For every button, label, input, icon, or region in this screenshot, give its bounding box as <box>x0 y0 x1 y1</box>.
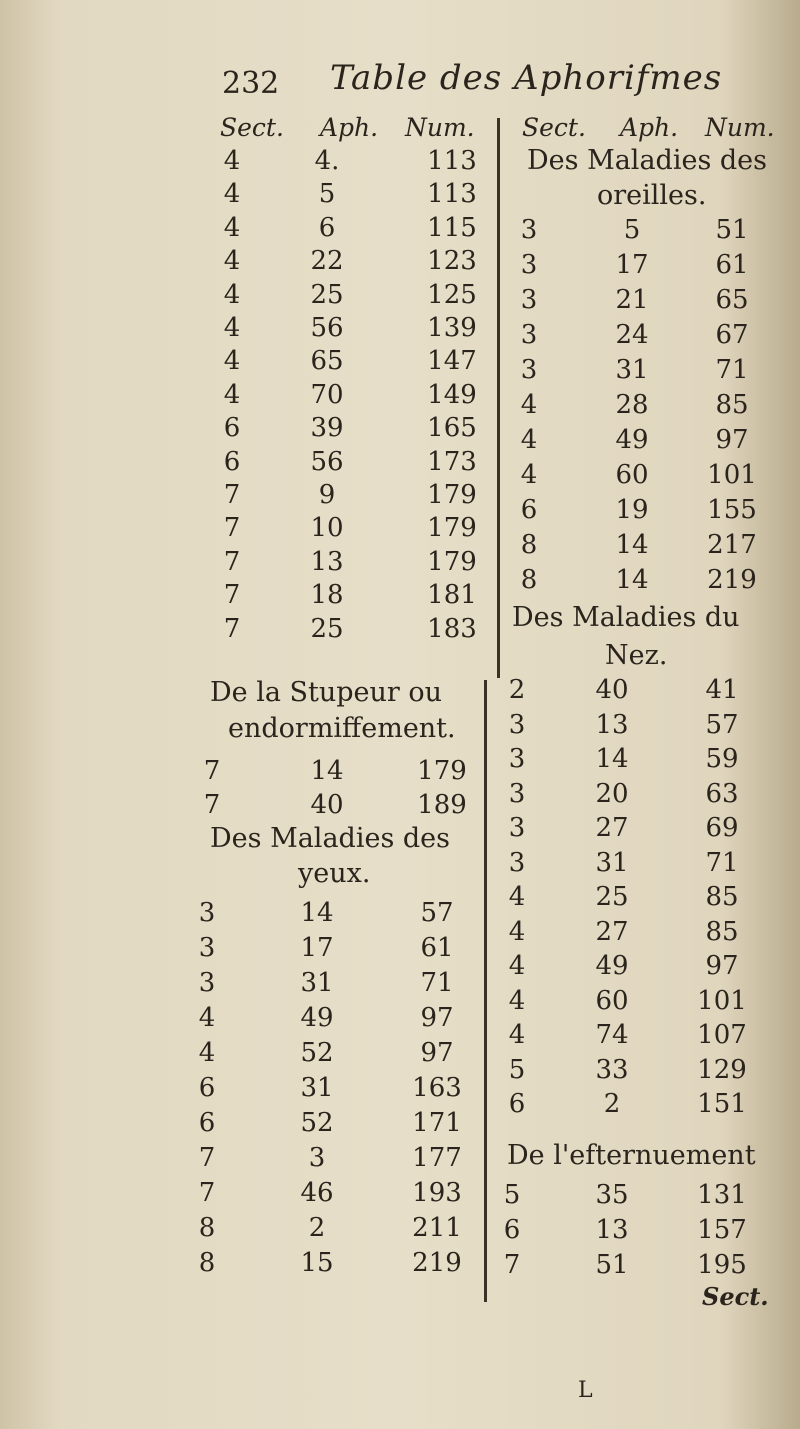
cell-num: 163 <box>412 1073 462 1103</box>
cell-sect: 7 <box>203 790 221 820</box>
cell-num: 219 <box>412 1248 462 1278</box>
cell-sect: 6 <box>223 413 241 444</box>
cell-aph: 40 <box>595 675 629 705</box>
cell-aph: 13 <box>595 709 629 740</box>
cell-num: 125 <box>427 279 477 310</box>
section-heading-stupeur-line2: endormiffement. <box>228 713 456 744</box>
cell-num: 67 <box>715 320 749 350</box>
cell-sect: 4 <box>520 390 538 420</box>
section-heading-nez: Des Maladies du <box>512 602 740 633</box>
cell-num: 129 <box>697 1054 747 1085</box>
cell-num: 107 <box>697 1020 747 1050</box>
cell-num: 97 <box>420 1038 454 1068</box>
cell-num: 173 <box>427 446 477 477</box>
left-header-sect: Sect. <box>220 113 284 142</box>
cell-aph: 10 <box>310 513 344 544</box>
cell-sect: 7 <box>223 580 241 611</box>
cell-sect: 3 <box>198 968 216 998</box>
cell-num: 131 <box>697 1180 747 1210</box>
cell-aph: 31 <box>595 847 629 878</box>
cell-sect: 3 <box>520 215 538 245</box>
cell-aph: 13 <box>310 546 344 577</box>
cell-sect: 5 <box>503 1180 521 1210</box>
cell-sect: 4 <box>223 179 241 210</box>
section-heading-stupeur: De la Stupeur ou <box>210 677 443 708</box>
cell-num: 179 <box>417 756 467 786</box>
cell-num: 149 <box>427 379 477 410</box>
cell-num: 97 <box>715 425 749 455</box>
cell-aph: 14 <box>615 530 649 560</box>
cell-sect: 7 <box>223 513 241 544</box>
cell-num: 101 <box>707 460 757 490</box>
cell-num: 85 <box>705 882 739 912</box>
section-heading-yeux: Des Maladies des <box>210 823 450 854</box>
cell-sect: 3 <box>520 250 538 280</box>
cell-sect: 4 <box>223 346 241 377</box>
cell-aph: 74 <box>595 1020 629 1050</box>
cell-sect: 4 <box>223 246 241 277</box>
cell-sect: 4 <box>508 882 526 912</box>
page-number: 232 <box>222 66 280 101</box>
cell-aph: 27 <box>595 916 629 947</box>
cell-sect: 4 <box>520 460 538 490</box>
cell-sect: 5 <box>508 1054 526 1085</box>
cell-num: 179 <box>427 480 477 510</box>
cell-num: 71 <box>715 355 749 385</box>
cell-num: 113 <box>427 179 477 210</box>
cell-aph: 40 <box>310 790 344 820</box>
cell-aph: 17 <box>615 250 649 280</box>
cell-num: 69 <box>705 813 739 843</box>
cell-num: 57 <box>420 898 454 928</box>
cell-num: 219 <box>707 565 757 595</box>
cell-aph: 28 <box>615 390 649 420</box>
cell-sect: 7 <box>223 613 241 644</box>
cell-num: 189 <box>417 790 467 820</box>
cell-num: 59 <box>705 744 739 774</box>
cell-num: 151 <box>697 1089 747 1119</box>
cell-sect: 6 <box>508 1089 526 1119</box>
cell-num: 177 <box>412 1143 462 1173</box>
cell-sect: 4 <box>223 379 241 410</box>
cell-aph: 20 <box>595 778 629 809</box>
cell-num: 183 <box>427 613 477 644</box>
cell-aph: 25 <box>310 613 344 644</box>
cell-aph: 14 <box>615 565 649 595</box>
cell-sect: 7 <box>198 1143 216 1173</box>
cell-sect: 4 <box>223 212 241 243</box>
cell-aph: 25 <box>595 882 629 912</box>
cell-sect: 3 <box>508 709 526 740</box>
left-header-aph: Aph. <box>320 113 379 142</box>
cell-sect: 6 <box>198 1073 216 1103</box>
cell-aph: 14 <box>310 756 344 786</box>
cell-num: 85 <box>705 916 739 947</box>
cell-aph: 4. <box>314 146 340 176</box>
cell-aph: 25 <box>310 279 344 310</box>
cell-sect: 3 <box>508 744 526 774</box>
cell-aph: 60 <box>615 460 649 490</box>
cell-num: 147 <box>427 346 477 377</box>
cell-aph: 17 <box>300 933 334 963</box>
cell-aph: 2 <box>308 1213 326 1243</box>
cell-aph: 31 <box>300 1073 334 1103</box>
cell-num: 97 <box>705 951 739 981</box>
cell-sect: 3 <box>198 898 216 928</box>
left-header-num: Num. <box>405 113 475 142</box>
cell-aph: 49 <box>615 425 649 455</box>
section-heading-oreilles-line2: oreilles. <box>597 180 707 211</box>
cell-aph: 49 <box>300 1003 334 1033</box>
cell-num: 57 <box>705 709 739 740</box>
cell-sect: 4 <box>223 279 241 310</box>
cell-num: 41 <box>705 675 739 705</box>
cell-sect: 7 <box>223 480 241 510</box>
cell-sect: 4 <box>223 146 241 176</box>
cell-aph: 31 <box>300 968 334 998</box>
cell-aph: 13 <box>595 1215 629 1245</box>
cell-num: 85 <box>715 390 749 420</box>
cell-sect: 7 <box>203 756 221 786</box>
catchword: Sect. <box>702 1282 769 1311</box>
cell-num: 139 <box>427 313 477 343</box>
cell-sect: 3 <box>508 813 526 843</box>
cell-sect: 3 <box>508 778 526 809</box>
cell-sect: 8 <box>198 1248 216 1278</box>
cell-num: 157 <box>697 1215 747 1245</box>
page-title: Table des Aphorifmes <box>330 58 723 98</box>
cell-aph: 14 <box>300 898 334 928</box>
cell-aph: 33 <box>595 1054 629 1085</box>
cell-sect: 3 <box>520 355 538 385</box>
cell-num: 101 <box>697 985 747 1016</box>
cell-num: 211 <box>412 1213 462 1243</box>
cell-aph: 35 <box>595 1180 629 1210</box>
cell-aph: 18 <box>310 580 344 611</box>
cell-aph: 70 <box>310 379 344 410</box>
cell-aph: 22 <box>310 246 344 277</box>
cell-aph: 6 <box>318 212 336 243</box>
right-header-num: Num. <box>705 113 775 142</box>
cell-aph: 14 <box>595 744 629 774</box>
cell-num: 61 <box>420 933 454 963</box>
cell-aph: 9 <box>318 480 336 510</box>
cell-aph: 27 <box>595 813 629 843</box>
cell-aph: 2 <box>603 1089 621 1119</box>
cell-num: 179 <box>427 546 477 577</box>
cell-aph: 46 <box>300 1178 334 1208</box>
section-heading-oreilles: Des Maladies des <box>527 145 767 176</box>
cell-num: 195 <box>697 1250 747 1280</box>
section-heading-yeux-line2: yeux. <box>298 858 371 889</box>
cell-aph: 65 <box>310 346 344 377</box>
cell-num: 65 <box>715 285 749 315</box>
cell-aph: 49 <box>595 951 629 981</box>
cell-sect: 6 <box>198 1108 216 1138</box>
cell-sect: 6 <box>503 1215 521 1245</box>
cell-sect: 3 <box>198 933 216 963</box>
cell-sect: 8 <box>198 1213 216 1243</box>
cell-num: 63 <box>705 778 739 809</box>
signature-mark: L <box>578 1378 593 1403</box>
cell-num: 71 <box>705 847 739 878</box>
cell-sect: 6 <box>520 495 538 525</box>
cell-sect: 3 <box>520 285 538 315</box>
cell-aph: 24 <box>615 320 649 350</box>
cell-num: 171 <box>412 1108 462 1138</box>
cell-sect: 7 <box>223 546 241 577</box>
section-heading-nez-line2: Nez. <box>605 640 668 671</box>
cell-sect: 4 <box>223 313 241 343</box>
cell-sect: 4 <box>508 1020 526 1050</box>
cell-sect: 2 <box>508 675 526 705</box>
cell-sect: 4 <box>508 951 526 981</box>
cell-aph: 56 <box>310 313 344 343</box>
cell-aph: 19 <box>615 495 649 525</box>
cell-aph: 5 <box>318 179 336 210</box>
cell-sect: 7 <box>503 1250 521 1280</box>
cell-sect: 3 <box>520 320 538 350</box>
cell-sect: 6 <box>223 446 241 477</box>
cell-aph: 39 <box>310 413 344 444</box>
cell-aph: 56 <box>310 446 344 477</box>
cell-num: 115 <box>427 212 477 243</box>
cell-aph: 5 <box>623 215 641 245</box>
cell-num: 61 <box>715 250 749 280</box>
cell-sect: 3 <box>508 847 526 878</box>
cell-sect: 4 <box>198 1003 216 1033</box>
cell-sect: 7 <box>198 1178 216 1208</box>
cell-aph: 3 <box>308 1143 326 1173</box>
cell-aph: 60 <box>595 985 629 1016</box>
cell-sect: 4 <box>198 1038 216 1068</box>
cell-num: 181 <box>427 580 477 611</box>
cell-num: 193 <box>412 1178 462 1208</box>
cell-aph: 52 <box>300 1108 334 1138</box>
section-heading-eternuement: De l'efternuement <box>507 1140 756 1171</box>
cell-aph: 21 <box>615 285 649 315</box>
cell-num: 217 <box>707 530 757 560</box>
cell-num: 155 <box>707 495 757 525</box>
cell-aph: 51 <box>595 1250 629 1280</box>
right-header-aph: Aph. <box>620 113 679 142</box>
cell-aph: 31 <box>615 355 649 385</box>
cell-sect: 4 <box>520 425 538 455</box>
running-header <box>0 58 800 102</box>
cell-num: 97 <box>420 1003 454 1033</box>
cell-num: 71 <box>420 968 454 998</box>
cell-num: 113 <box>427 146 477 176</box>
right-header-sect: Sect. <box>522 113 586 142</box>
cell-sect: 4 <box>508 985 526 1016</box>
cell-sect: 8 <box>520 565 538 595</box>
cell-aph: 52 <box>300 1038 334 1068</box>
cell-sect: 8 <box>520 530 538 560</box>
cell-aph: 15 <box>300 1248 334 1278</box>
cell-num: 123 <box>427 246 477 277</box>
cell-sect: 4 <box>508 916 526 947</box>
cell-num: 165 <box>427 413 477 444</box>
cell-num: 179 <box>427 513 477 544</box>
cell-num: 51 <box>715 215 749 245</box>
